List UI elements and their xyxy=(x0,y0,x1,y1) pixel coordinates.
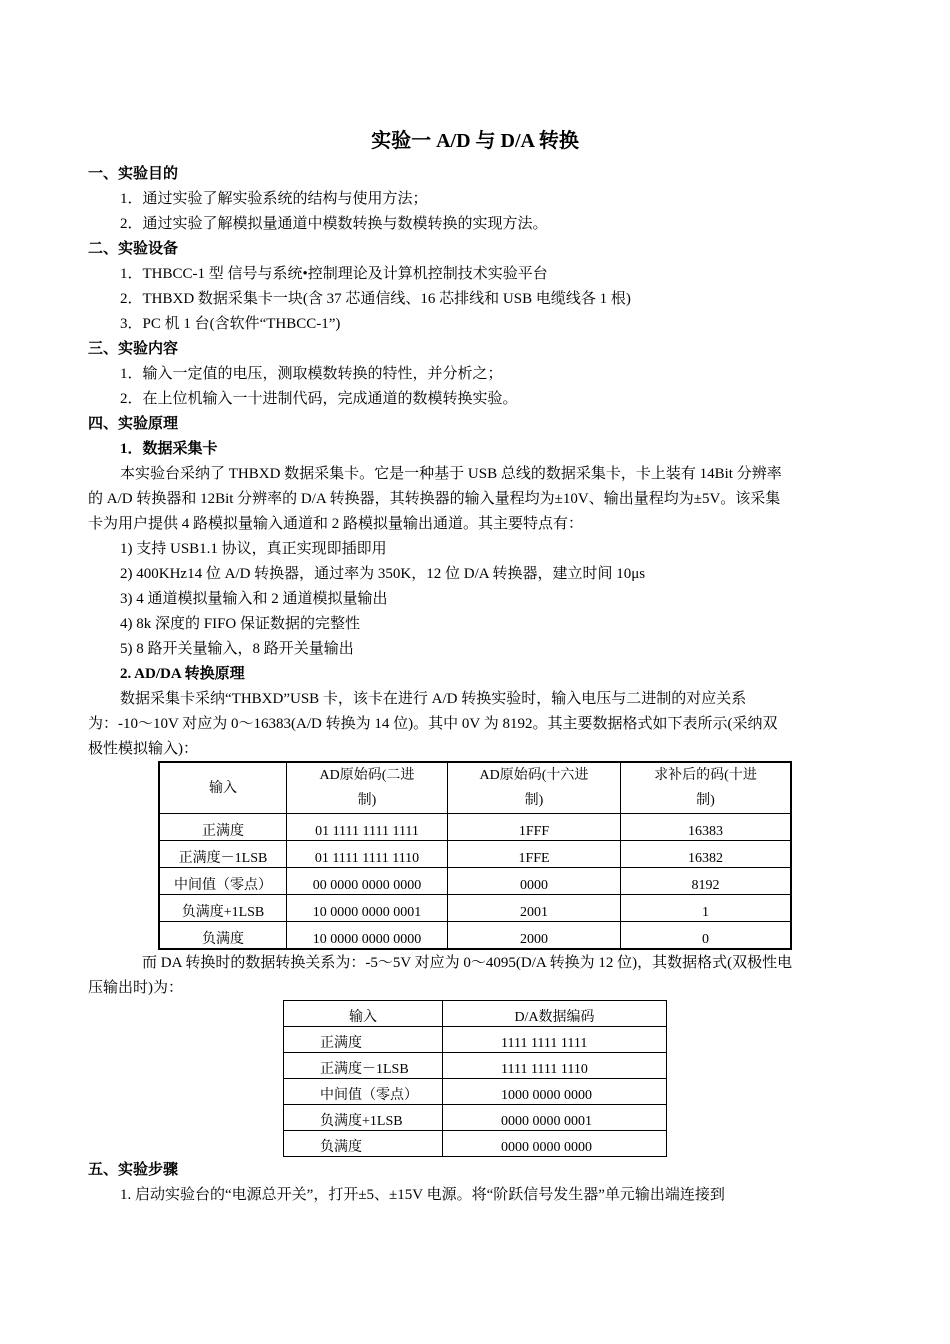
table-cell: 0000 xyxy=(448,868,621,895)
feature-item: 3) 4 通道模拟量输入和 2 通道模拟量输出 xyxy=(120,591,388,607)
table-row xyxy=(284,1053,667,1079)
table-cell: 10 0000 0000 0001 xyxy=(287,895,448,922)
table-cell: 1 xyxy=(621,895,792,922)
paragraph-line: 的 A/D 转换器和 12Bit 分辨率的 D/A 转换器，其转换器的输入量程均为±10V、输出量程均为±5V。该采集 xyxy=(88,491,781,507)
table-header-cell: 输入 xyxy=(284,1001,443,1027)
paragraph-line: 压输出时)为： xyxy=(88,980,183,996)
table-cell: 1111 1111 1111 xyxy=(443,1027,667,1053)
feature-item: 2) 400KHz14 位 A/D 转换器，通过率为 350K，12 位 D/A 转换器，建立时间 10μs xyxy=(120,566,646,582)
table-cell: 10 0000 0000 0000 xyxy=(287,922,448,950)
da-format-table xyxy=(283,1000,667,1157)
paragraph-line: 而 DA 转换时的数据转换关系为：-5～5V 对应为 0～4095(D/A 转换为 12 位)，其数据格式(双极性电 xyxy=(142,955,793,971)
list-item: 1．通过实验了解实验系统的结构与使用方法； xyxy=(120,191,428,207)
table-cell: 正满度－1LSB xyxy=(159,841,287,868)
table-header-cell: AD原始码(十六进 制) xyxy=(448,762,621,814)
table-cell: 1000 0000 0000 xyxy=(443,1079,667,1105)
table-cell: 负满度+1LSB xyxy=(284,1105,443,1131)
table-cell: 正满度－1LSB xyxy=(284,1053,443,1079)
feature-item: 4) 8k 深度的 FIFO 保证数据的完整性 xyxy=(120,616,361,632)
section-heading-content: 三、实验内容 xyxy=(88,341,179,357)
list-item: 2．通过实验了解模拟量通道中模数转换与数模转换的实现方法。 xyxy=(120,216,548,232)
table-row xyxy=(159,895,791,922)
list-item: 2．THBXD 数据采集卡一块(含 37 芯通信线、16 芯排线和 USB 电缆线各 1 根) xyxy=(120,291,631,307)
table-cell: 0000 0000 0001 xyxy=(443,1105,667,1131)
table-cell: 1111 1111 1110 xyxy=(443,1053,667,1079)
feature-item: 1) 支持 USB1.1 协议，真正实现即插即用 xyxy=(120,541,387,557)
table-row xyxy=(159,841,791,868)
list-item: 1. 启动实验台的“电源总开关”，打开±5、±15V 电源。将“阶跃信号发生器”单元输出端连接到 xyxy=(120,1187,725,1203)
table-cell: 00 0000 0000 0000 xyxy=(287,868,448,895)
table-cell: 16382 xyxy=(621,841,792,868)
paragraph-line: 数据采集卡采纳“THBXD”USB 卡，该卡在进行 A/D 转换实验时，输入电压与二进制的对应关系 xyxy=(120,691,747,707)
table-row xyxy=(159,922,791,950)
list-item: 3．PC 机 1 台(含软件“THBCC-1”) xyxy=(120,316,341,332)
list-item: 2．在上位机输入一十进制代码，完成通道的数模转换实验。 xyxy=(120,391,518,407)
table-row xyxy=(284,1131,667,1157)
table-header-cell: AD原始码(二进 制) xyxy=(287,762,448,814)
table-cell: 01 1111 1111 1111 xyxy=(287,814,448,841)
table-cell: 01 1111 1111 1110 xyxy=(287,841,448,868)
table-cell: 1FFF xyxy=(448,814,621,841)
table-header-cell: 输入 xyxy=(159,762,287,814)
paragraph-line: 极性模拟输入)： xyxy=(88,741,198,757)
table-cell: 1FFE xyxy=(448,841,621,868)
table-cell: 2001 xyxy=(448,895,621,922)
subsection-heading: 1．数据采集卡 xyxy=(120,441,218,457)
section-heading-principle: 四、实验原理 xyxy=(88,416,179,432)
table-cell: 2000 xyxy=(448,922,621,950)
paragraph-line: 为：-10～10V 对应为 0～16383(A/D 转换为 14 位)。其中 0V 为 8192。其主要数据格式如下表所示(采纳双 xyxy=(88,716,778,732)
section-heading-equipment: 二、实验设备 xyxy=(88,241,179,257)
table-row xyxy=(284,1027,667,1053)
table-cell: 0000 0000 0000 xyxy=(443,1131,667,1157)
list-item: 1．输入一定值的电压，测取模数转换的特性，并分析之； xyxy=(120,366,503,382)
table-cell: 中间值（零点） xyxy=(159,868,287,895)
table-row xyxy=(159,868,791,895)
table-cell: 负满度+1LSB xyxy=(159,895,287,922)
table-cell: 正满度 xyxy=(284,1027,443,1053)
table-cell: 负满度 xyxy=(159,922,287,950)
table-row xyxy=(284,1079,667,1105)
table-header-cell: 求补后的码(十进 制) xyxy=(621,762,792,814)
table-cell: 负满度 xyxy=(284,1131,443,1157)
subsection-heading: 2. AD/DA 转换原理 xyxy=(120,666,245,682)
table-cell: 正满度 xyxy=(159,814,287,841)
page-title: 实验一 A/D 与 D/A 转换 xyxy=(371,130,579,152)
table-cell: 16383 xyxy=(621,814,792,841)
paragraph-line: 卡为用户提供 4 路模拟量输入通道和 2 路模拟量输出通道。其主要特点有： xyxy=(88,516,584,532)
table-header-cell: D/A数据编码 xyxy=(443,1001,667,1027)
table-header-row xyxy=(159,762,791,814)
list-item: 1．THBCC-1 型 信号与系统•控制理论及计算机控制技术实验平台 xyxy=(120,266,548,282)
feature-item: 5) 8 路开关量输入，8 路开关量输出 xyxy=(120,641,354,657)
table-cell: 中间值（零点） xyxy=(284,1079,443,1105)
table-cell: 0 xyxy=(621,922,792,950)
section-heading-purpose: 一、实验目的 xyxy=(88,166,179,182)
table-row xyxy=(284,1105,667,1131)
table-row xyxy=(159,814,791,841)
paragraph-line: 本实验台采纳了 THBXD 数据采集卡。它是一种基于 USB 总线的数据采集卡，卡上装有 14Bit 分辨率 xyxy=(120,466,782,482)
section-heading-steps: 五、实验步骤 xyxy=(88,1162,179,1178)
table-header-row xyxy=(284,1001,667,1027)
table-cell: 8192 xyxy=(621,868,792,895)
ad-format-table xyxy=(158,761,792,950)
